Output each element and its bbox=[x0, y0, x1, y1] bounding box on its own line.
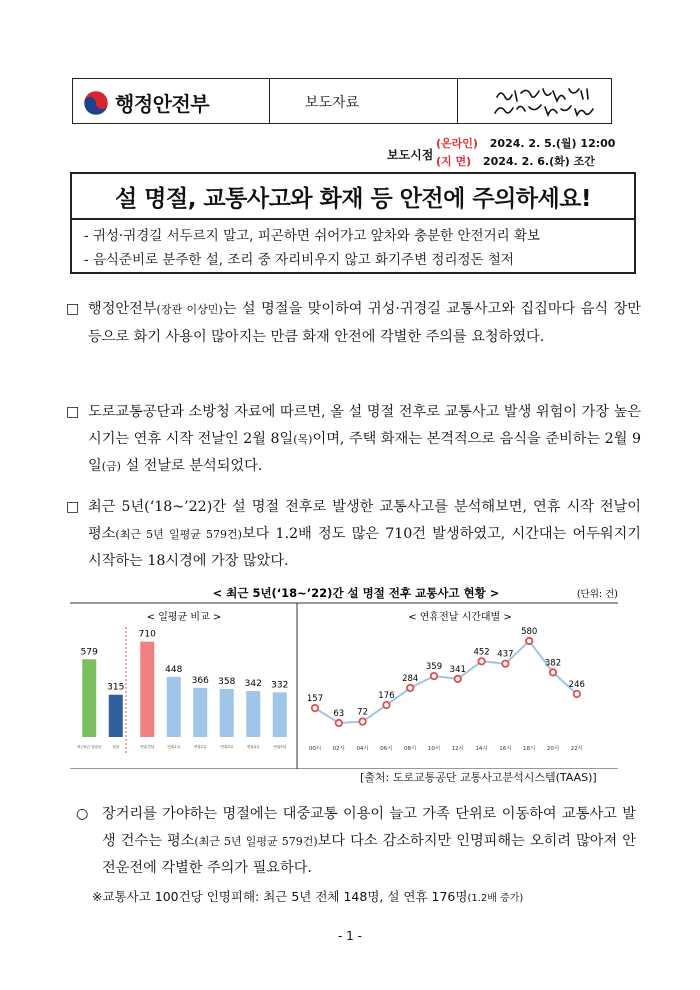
taegeuk-icon bbox=[83, 90, 109, 116]
x-tick-label: 10시 bbox=[427, 746, 441, 752]
bullet: □ bbox=[66, 301, 80, 317]
data-point bbox=[359, 718, 365, 724]
online-tag: (온라인) bbox=[436, 137, 478, 150]
bar bbox=[193, 688, 207, 737]
x-tick-label: 08시 bbox=[404, 746, 417, 752]
footnote-text: ※교통사고 100건당 인명피해: 최근 5년 전체 148명, 설 연휴 176명 bbox=[92, 889, 468, 904]
bar-category-label: 연휴3일 bbox=[220, 745, 234, 749]
bar-value-label: 332 bbox=[271, 680, 289, 691]
chart-title: < 최근 5년(‘18~’22)간 설 명절 전후 교통사고 현황 > bbox=[212, 586, 500, 600]
paper-time: 2024. 2. 6.(화) 조간 bbox=[482, 155, 595, 168]
x-tick-label: 18시 bbox=[523, 746, 536, 752]
bar bbox=[246, 691, 260, 737]
series-line bbox=[315, 641, 577, 723]
bar bbox=[273, 692, 287, 737]
slogan-calligraphy bbox=[489, 83, 599, 121]
point-value-label: 246 bbox=[568, 679, 585, 690]
point-value-label: 341 bbox=[449, 664, 466, 675]
paragraph-2 bbox=[66, 399, 641, 481]
page-number: - 1 - bbox=[338, 929, 362, 943]
bar-category-label: 연휴1일 bbox=[167, 745, 181, 749]
header-divider bbox=[457, 79, 458, 123]
text: 최근 5년(‘18~’22)간 설 명절 전후로 발생한 교통사고를 분석해보면, 연휴 시작 전날이 평소 bbox=[88, 499, 641, 542]
text: 는 설 명절을 맞이하여 귀성·귀경길 교통사고와 집집마다 음식 장만 등으로 화기 사용이 많아지는 만큼 화재 안전에 각별한 주의를 요청하였다. bbox=[88, 301, 641, 345]
text: 설 전날로 분석되었다. bbox=[120, 458, 263, 474]
bar-value-label: 315 bbox=[107, 682, 125, 693]
x-tick-label: 00시 bbox=[308, 746, 322, 752]
x-tick-label: 14시 bbox=[475, 746, 488, 752]
point-value-label: 63 bbox=[333, 709, 345, 720]
data-point bbox=[407, 685, 413, 691]
text-small: (목) bbox=[293, 432, 313, 446]
point-value-label: 176 bbox=[378, 691, 395, 702]
x-tick-label: 12시 bbox=[451, 746, 464, 752]
bullet: □ bbox=[66, 404, 80, 420]
subheadline-2: - 음식준비로 분주한 설, 조리 중 자리비우지 않고 화기주변 정리정돈 철저 bbox=[84, 252, 514, 268]
text: 장거리를 가야하는 명절에는 대중교통 이용이 늘고 가족 단위로 이동하여 교통사고 발생 건수는 평소 bbox=[102, 806, 636, 849]
bar-value-label: 342 bbox=[244, 679, 262, 690]
bar-value-label: 579 bbox=[80, 647, 98, 658]
release-paper bbox=[436, 153, 595, 169]
text: 행정안전부 bbox=[88, 301, 157, 317]
chart-unit: (단위: 건) bbox=[576, 589, 618, 600]
headline-box bbox=[70, 172, 636, 274]
bar-category-label: 연휴2일 bbox=[193, 745, 207, 749]
subheadline-1: - 귀성·귀경길 서두르지 말고, 피곤하면 쉬어가고 앞차와 충분한 안전거리 확보 bbox=[84, 228, 541, 244]
bar bbox=[140, 642, 154, 737]
text-small: (최근 5년 일평균 579건) bbox=[115, 527, 242, 541]
bar bbox=[220, 689, 234, 737]
text: 이며, 주택 화재는 본격적으로 음식을 준비하는 2월 9일 bbox=[88, 430, 641, 474]
paragraph-4 bbox=[76, 801, 636, 882]
point-value-label: 157 bbox=[306, 694, 324, 705]
org-name: 행정안전부 bbox=[115, 92, 210, 116]
data-point bbox=[550, 669, 556, 675]
x-tick-label: 04시 bbox=[356, 746, 369, 752]
bar-category-label: 연휴4일 bbox=[246, 745, 260, 749]
footnote-small: (1.2배 증가) bbox=[467, 893, 524, 904]
bar-value-label: 366 bbox=[191, 675, 209, 686]
bar-category-label: 설날 bbox=[112, 745, 120, 749]
release-online bbox=[436, 135, 615, 151]
point-value-label: 359 bbox=[425, 662, 443, 673]
bar-value-label: 448 bbox=[165, 664, 183, 675]
paragraph-1 bbox=[66, 296, 641, 350]
bar bbox=[82, 659, 96, 737]
line-chart-title: < 연휴전날 시간대별 > bbox=[408, 612, 512, 623]
headline: 설 명절, 교통사고와 화재 등 안전에 주의하세요! bbox=[115, 186, 591, 212]
point-value-label: 452 bbox=[473, 647, 490, 658]
header-divider bbox=[269, 79, 270, 123]
text-small: (금) bbox=[101, 460, 121, 473]
point-value-label: 72 bbox=[357, 707, 369, 718]
data-point bbox=[312, 705, 318, 711]
header-box bbox=[72, 78, 612, 124]
point-value-label: 437 bbox=[497, 649, 514, 660]
bar bbox=[109, 695, 123, 737]
doc-type: 보도자료 bbox=[305, 95, 360, 111]
data-point bbox=[383, 702, 389, 708]
bar-chart-title: < 일평균 비교 > bbox=[146, 612, 222, 623]
chart-source: [출처: 도로교통공단 교통사고분석시스템(TAAS)] bbox=[360, 771, 597, 784]
x-tick-label: 22시 bbox=[570, 746, 583, 752]
bullet: ○ bbox=[76, 806, 89, 822]
text: 보다 1.2배 정도 많은 710건 발생하였고, 시간대는 어두워지기 시작하는 18시경에 가장 많았다. bbox=[88, 525, 641, 569]
point-value-label: 284 bbox=[402, 673, 419, 684]
bullet: □ bbox=[66, 499, 80, 515]
headline-divider bbox=[72, 218, 634, 220]
org-logo bbox=[83, 88, 209, 117]
x-tick-label: 16시 bbox=[499, 746, 512, 752]
point-value-label: 382 bbox=[544, 658, 562, 669]
footnote bbox=[92, 887, 523, 905]
online-time: 2024. 2. 5.(월) 12:00 bbox=[489, 137, 616, 150]
x-tick-label: 02시 bbox=[332, 746, 345, 752]
paragraph-3 bbox=[66, 494, 641, 575]
text-small: (장관 이상민) bbox=[156, 303, 223, 316]
bar-category-label: 연휴전날 bbox=[140, 745, 155, 749]
bar-value-label: 358 bbox=[218, 676, 236, 687]
paper-tag: (지 면) bbox=[436, 155, 472, 168]
text: 보다 다소 감소하지만 인명피해는 오히려 많아져 안전운전에 각별한 주의가 필요하다. bbox=[102, 832, 636, 876]
bar-category-label: 연휴5일 bbox=[273, 745, 287, 749]
accident-chart bbox=[70, 583, 618, 769]
data-point bbox=[455, 676, 461, 682]
data-point bbox=[478, 658, 484, 664]
data-point bbox=[526, 638, 532, 644]
data-point bbox=[431, 673, 437, 679]
data-point bbox=[502, 660, 508, 666]
point-value-label: 580 bbox=[521, 627, 538, 637]
release-label: 보도시점 bbox=[387, 148, 434, 162]
data-point bbox=[336, 720, 342, 726]
bar-value-label: 710 bbox=[138, 629, 156, 640]
x-tick-label: 20시 bbox=[546, 746, 560, 752]
x-tick-label: 06시 bbox=[380, 746, 393, 752]
bar bbox=[167, 677, 181, 737]
text-small: (최근 5년 일평균 579건) bbox=[194, 834, 318, 848]
data-point bbox=[574, 691, 580, 697]
bar-category-label: 최근5년 일평균 bbox=[77, 745, 102, 749]
text: 도로교통공단과 소방청 자료에 따르면, 올 설 명절 전후로 교통사고 발생 위험이 가장 높은 시기는 연휴 시작 전날인 2월 8일 bbox=[88, 404, 641, 447]
